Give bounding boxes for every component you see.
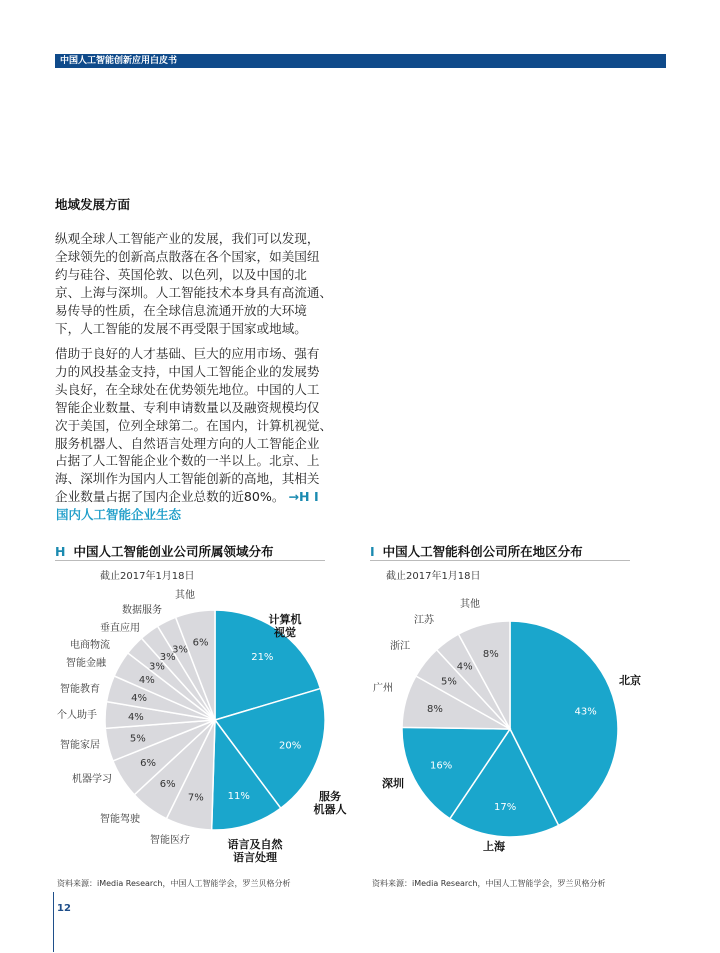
chart-h-date: 截止2017年1月18日 [100, 571, 195, 582]
pie0-category-label-3: 智能医疗 [150, 835, 190, 846]
pie1-value-label-2: 16% [429, 760, 453, 772]
pie0-value-label-12: 3% [172, 644, 188, 656]
p2-line: 服务机器人、自然语言处理方向的人工智能企业 [55, 435, 320, 451]
p1-line: 全球领先的创新高点散落在各个国家，如美国纽 [55, 248, 320, 264]
pie0-value-label-2: 11% [227, 791, 250, 803]
p1-line: 纵观全球人工智能产业的发展，我们可以发现， [55, 231, 320, 246]
pie0-value-label-0: 21% [251, 651, 274, 663]
p2-line: 借助于良好的人才基础、巨大的应用市场、强有 [55, 346, 320, 361]
chart-h-title-text: 中国人工智能创业公司所属领域分布 [73, 544, 274, 559]
p1-line: 京、上海与深圳。人工智能技术本身具有高流通、 [55, 284, 333, 300]
chart-i-title-text: 中国人工智能科创公司所在地区分布 [382, 544, 583, 559]
header-title: 中国人工智能创新应用白皮书 [60, 56, 178, 66]
pie0-category-label-5: 机器学习 [72, 774, 112, 785]
p1-line: 下，人工智能的发展不再受限于国家或地域。 [55, 320, 307, 336]
pie1-category-label-3: 广州 [373, 683, 393, 694]
pie1-category-label-0: 北京 [619, 674, 641, 687]
pie0-value-label-3: 7% [187, 792, 204, 804]
pie0-category-label-9: 智能金融 [66, 658, 106, 669]
pie0-category-label-10: 电商物流 [70, 640, 110, 651]
chart-h-source: 资料来源：iMedia Research，中国人工智能学会，罗兰贝格分析 [57, 879, 291, 888]
pie1-category-label-4: 浙江 [390, 641, 410, 652]
pie1-value-label-1: 17% [494, 802, 517, 814]
page-number: 12 [57, 903, 71, 914]
pie0-category-label-13: 其他 [175, 590, 195, 601]
pie1-value-label-4: 5% [441, 676, 457, 688]
figure-reference[interactable]: →H I [288, 489, 319, 505]
pie0-value-label-11: 3% [159, 651, 176, 663]
pie0-category-label-6: 智能家居 [60, 740, 100, 751]
pie0-category-label-7: 个人助手 [57, 710, 97, 721]
pie1-category-label-2: 深圳 [382, 777, 404, 790]
pie1-value-label-5: 4% [456, 661, 473, 673]
pie1-category-label-6: 其他 [460, 599, 480, 610]
pie1-value-label-0: 43% [574, 706, 597, 718]
p1-line: 约与硅谷、英国伦敦、以色列，以及中国的北 [55, 266, 307, 282]
p2-line: 智能企业数量、专利申请数量以及融资规模均仅 [55, 399, 320, 415]
pie0-value-label-13: 6% [192, 637, 209, 649]
pie1-category-label-1: 上海 [483, 840, 505, 853]
pie0-category-label-11: 垂直应用 [100, 623, 140, 634]
pie0-value-label-4: 6% [159, 779, 176, 791]
chart-i-source: 资料来源：iMedia Research，中国人工智能学会，罗兰贝格分析 [372, 879, 606, 888]
section-heading: 地域发展方面 [55, 197, 131, 212]
pie0-value-label-7: 4% [127, 711, 144, 723]
pie0-value-label-9: 4% [138, 675, 155, 687]
pie1-value-label-3: 8% [427, 704, 443, 716]
ecosystem-title: 国内人工智能企业生态 [56, 507, 182, 522]
p2-line: 头良好，在全球处在优势领先地位。中国的人工 [55, 381, 320, 397]
p2-line: 次于美国，位列全球第二。在国内，计算机视觉、 [55, 417, 333, 433]
pie1-value-label-6: 8% [482, 649, 499, 661]
pie1-category-label-5: 江苏 [414, 615, 434, 626]
p2-line: 海、深圳作为国内人工智能创新的高地，其相关 [55, 471, 320, 487]
p1-line: 易传导的性质，在全球信息流通开放的大环境 [55, 302, 307, 318]
pie0-value-label-5: 6% [140, 757, 157, 769]
p2-line: 企业数量占据了国内企业总数的近80%。 [55, 489, 285, 505]
chart-i-letter: I [370, 544, 375, 559]
pie0-value-label-8: 4% [131, 692, 148, 704]
pie0-category-label-4: 智能驾驶 [100, 814, 140, 825]
chart-i-date: 截止2017年1月18日 [386, 571, 481, 582]
pie0-category-label-0: 计算机视觉 [268, 613, 302, 639]
chart-h-letter: H [55, 544, 66, 559]
pie0-value-label-1: 20% [279, 740, 302, 752]
pie0-category-label-2: 语言及自然语言处理 [227, 838, 283, 864]
page-margin-line [53, 892, 54, 952]
p2-line: 占据了人工智能企业个数的一半以上。北京、上 [55, 453, 320, 469]
pie0-value-label-10: 3% [148, 661, 165, 673]
pie0-value-label-6: 5% [129, 733, 146, 745]
p2-line: 力的风投基金支持，中国人工智能企业的发展势 [55, 363, 320, 379]
pie0-category-label-1: 服务机器人 [313, 790, 347, 816]
pie0-category-label-8: 智能教育 [60, 684, 100, 695]
pie0-category-label-12: 数据服务 [122, 605, 162, 616]
